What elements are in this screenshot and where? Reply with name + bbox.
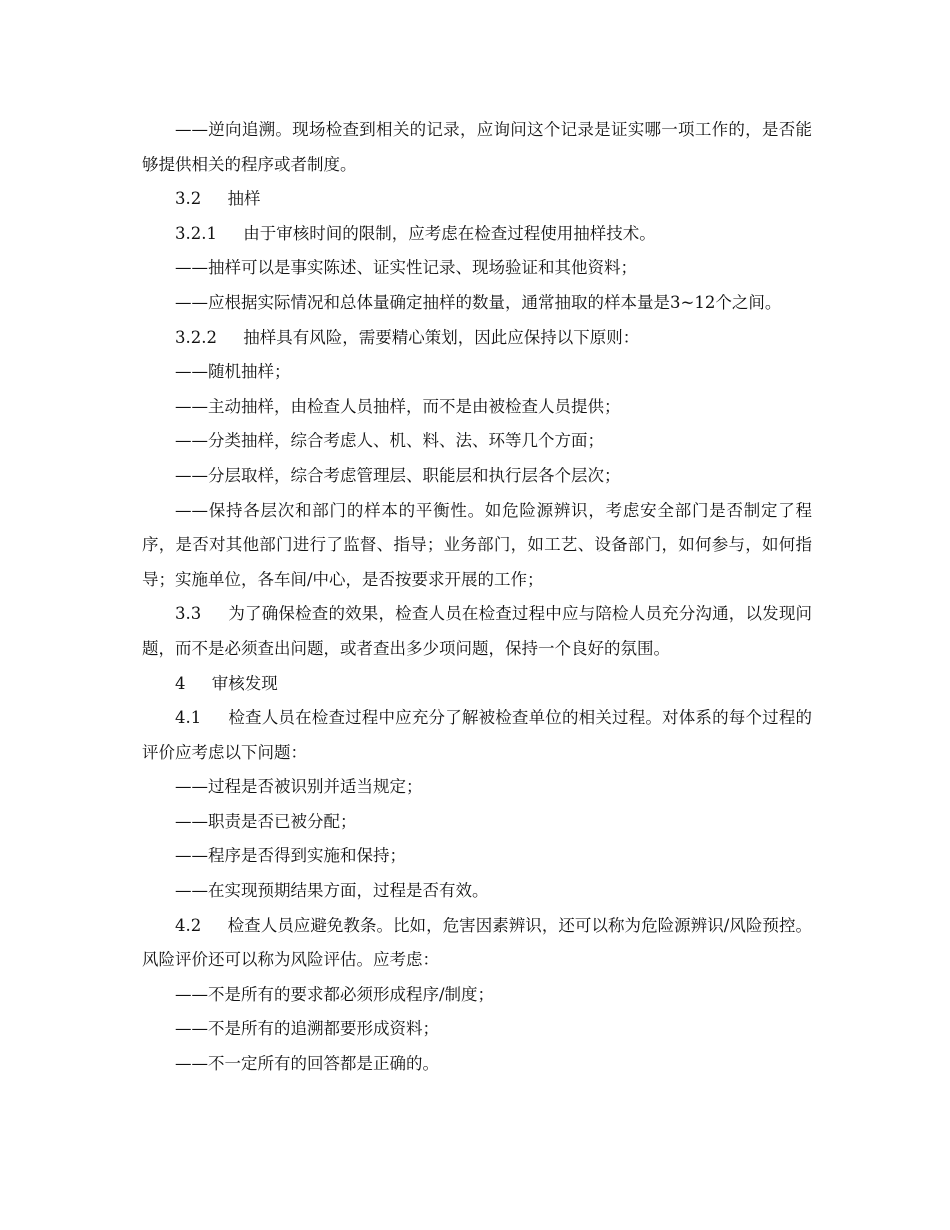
list-item-not-all-traces: ——不是所有的追溯都要形成资料； <box>175 1019 439 1039</box>
paragraph-reverse-trace: ——逆向追溯。现场检查到相关的记录，应询问这个记录是证实哪一项工作的，是否能够提供相关的程序或者制度。 <box>142 120 812 174</box>
list-item-random-sampling: ——随机抽样； <box>175 362 291 382</box>
list-item-sampling-scope: ——抽样可以是事实陈述、证实性记录、现场验证和其他资料； <box>175 258 637 278</box>
document-body <box>142 113 812 1082</box>
list-item-sample-size: ——应根据实际情况和总体量确定抽样的数量，通常抽取的样本量是3~12个之间。 <box>175 292 782 312</box>
list-item-procedure: ——程序是否得到实施和保持； <box>175 846 406 866</box>
list-item-balance: ——保持各层次和部门的样本的平衡性。如危险源辨识，考虑安全部门是否制定了程序，是否对其他部门进行了监督、指导；业务部门，如工艺、设备部门，如何参与，如何指导；实施单位，各车间/中心，是否按要求开展的工作； <box>142 500 812 589</box>
list-item-process-identified: ——过程是否被识别并适当规定； <box>175 777 423 797</box>
list-item-category-sampling: ——分类抽样，综合考虑人、机、料、法、环等几个方面； <box>175 431 604 451</box>
paragraph-3-2-2: 3.2.2 抽样具有风险，需要精心策划，因此应保持以下原则： <box>175 327 640 347</box>
list-item-responsibility: ——职责是否已被分配； <box>175 811 357 831</box>
heading-4-audit-findings: 4 审核发现 <box>175 673 278 693</box>
paragraph-3-2-1: 3.2.1 由于审核时间的限制，应考虑在检查过程使用抽样技术。 <box>175 223 656 243</box>
paragraph-4-1: 4.1 检查人员在检查过程中应充分了解被检查单位的相关过程。对体系的每个过程的评价应考虑以下问题： <box>142 708 812 762</box>
list-item-not-all-answers: ——不一定所有的回答都是正确的。 <box>175 1054 439 1074</box>
list-item-not-all-requirements: ——不是所有的要求都必须形成程序/制度； <box>175 984 495 1004</box>
heading-3-2-sampling: 3.2 抽样 <box>175 189 261 209</box>
paragraph-3-3: 3.3 为了确保检查的效果，检查人员在检查过程中应与陪检人员充分沟通，以发现问题，而不是必须查出问题，或者查出多少项问题，保持一个良好的氛围。 <box>142 604 812 658</box>
list-item-active-sampling: ——主动抽样，由检查人员抽样，而不是由被检查人员提供； <box>175 396 621 416</box>
paragraph-4-2: 4.2 检查人员应避免教条。比如，危害因素辨识，还可以称为危险源辨识/风险预控。风险评价还可以称为风险评估。应考虑： <box>142 915 812 970</box>
list-item-layer-sampling: ——分层取样，综合考虑管理层、职能层和执行层各个层次； <box>175 465 621 485</box>
list-item-effectiveness: ——在实现预期结果方面，过程是否有效。 <box>175 881 489 901</box>
